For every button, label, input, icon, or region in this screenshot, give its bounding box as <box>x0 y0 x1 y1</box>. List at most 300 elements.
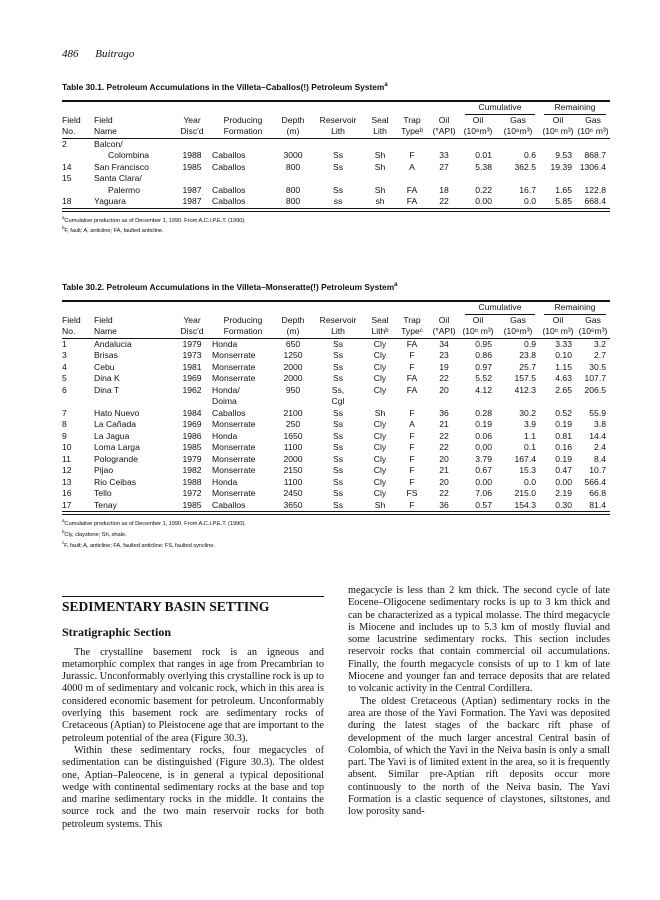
table-row <box>62 362 610 374</box>
table-cell: Santa Clara/ <box>94 173 142 183</box>
cumulative-group: Cumulative <box>465 302 535 315</box>
table-row <box>62 477 610 489</box>
table-cell: 3.2 <box>594 338 606 349</box>
table-cell: 1986 <box>182 430 202 441</box>
table-cell: 2450 <box>283 488 303 498</box>
table-cell: 1973 <box>182 350 202 360</box>
table-cell: 0.97 <box>475 361 492 372</box>
column-header-unit: (°API) <box>428 126 460 138</box>
table-cell: Cly <box>373 419 387 429</box>
table-cell: 16.7 <box>519 184 536 195</box>
table-cell: Sh <box>374 150 386 160</box>
column-header: Reservoir <box>319 314 357 325</box>
table-cell: 0.0 <box>496 196 540 208</box>
table-cell: 1962 <box>182 384 202 395</box>
table-cell: Pologrande <box>94 453 138 464</box>
table-cell <box>396 173 428 185</box>
table-cell: 107.7 <box>584 373 606 383</box>
column-header: Oil <box>438 114 450 125</box>
table-cell: 30.5 <box>589 361 606 372</box>
table-row <box>62 173 610 185</box>
column-header: Gas <box>510 314 526 325</box>
table-cell <box>94 396 172 408</box>
column-header: Field <box>62 114 81 125</box>
table-cell: 0.00 <box>555 476 572 487</box>
table-cell: Ss <box>332 150 344 160</box>
column-header: Depth <box>281 114 305 125</box>
data-table <box>62 302 610 512</box>
table-cell <box>364 396 396 408</box>
table-cell: 36 <box>439 407 449 418</box>
table-cell: 0.52 <box>555 407 572 418</box>
table-cell: F <box>409 476 415 487</box>
table-cell: F <box>409 350 415 360</box>
table-cell: 3.79 <box>475 453 492 464</box>
column-header: Field <box>94 114 113 125</box>
table-cell: 0.22 <box>475 184 492 195</box>
table-cell: 1.15 <box>555 361 572 372</box>
table-cell: F <box>409 430 415 441</box>
table-cell: 1972 <box>182 488 202 498</box>
table-cell: 1987 <box>172 196 212 208</box>
table-cell: 2000 <box>283 361 303 372</box>
table-cell: 20 <box>439 453 449 464</box>
column-header-unit: (10⁶ m³) <box>540 126 576 138</box>
table-cell: 3650 <box>274 500 312 512</box>
table-cell <box>428 396 460 408</box>
table-cell: 1988 <box>182 150 202 160</box>
table-cell: Caballos <box>212 184 246 195</box>
footnote: $^b$Cly, claystone; Sh, shale. <box>62 528 127 538</box>
page-number: 486 <box>62 48 79 60</box>
table-cell: Cly <box>373 361 387 372</box>
table-cell: Ss <box>332 465 344 475</box>
table-cell: Ss <box>332 373 344 383</box>
table-cell <box>172 173 212 185</box>
table-cell: Ss <box>332 350 344 360</box>
table-cell <box>540 396 576 408</box>
data-table <box>62 102 610 209</box>
table-cell: Balcon/ <box>94 138 123 149</box>
table-cell: 5 <box>62 373 67 383</box>
column-header: Year <box>183 114 201 125</box>
column-header-unit: Name <box>94 326 172 338</box>
table-cell <box>496 138 540 150</box>
table-cell: Pijao <box>94 465 114 475</box>
table-cell: 23 <box>439 350 449 360</box>
table-cell: Brisas <box>94 350 118 360</box>
table-cell: 18 <box>439 184 449 195</box>
table-cell: 1969 <box>182 373 202 383</box>
table-cell: 0.81 <box>555 430 572 441</box>
table-cell: 2.65 <box>555 384 572 395</box>
subsection-heading: Stratigraphic Section <box>62 625 171 640</box>
table-row <box>62 196 610 208</box>
table-row <box>62 338 610 350</box>
table-cell: Ss <box>332 407 344 418</box>
table-cell: 12 <box>62 465 72 475</box>
table-cell <box>540 173 576 185</box>
table-cell <box>576 396 610 408</box>
table-cell: 3.33 <box>555 338 572 349</box>
table-cell: 154.3 <box>496 500 540 512</box>
table-cell <box>460 396 496 408</box>
table-cell: 215.0 <box>514 488 536 498</box>
table-cell: Cebu <box>94 361 115 372</box>
table-cell: 2.4 <box>594 442 606 452</box>
column-header: Oil <box>552 314 564 325</box>
running-author: Buitrago <box>95 48 135 60</box>
column-header: Year <box>183 314 201 325</box>
column-header-unit: Typeᵇ <box>396 126 428 138</box>
table-cell: Ss <box>332 476 344 487</box>
table-cell: 800 <box>285 184 301 195</box>
table-cell: Cly <box>373 430 387 441</box>
table-cell <box>396 396 428 408</box>
column-header-unit: No. <box>62 326 94 338</box>
table-cell: 7 <box>62 407 67 418</box>
table-row <box>62 431 610 443</box>
table-cell: Cly <box>373 350 387 360</box>
table-cell: 21 <box>439 419 449 429</box>
table-cell: Ss <box>332 419 344 429</box>
table-cell <box>364 173 396 185</box>
table-row <box>62 465 610 477</box>
table-cell: 0.00 <box>460 196 496 208</box>
table-footnotes <box>62 517 610 550</box>
table-cell: 2150 <box>283 465 303 475</box>
table-cell: 22 <box>439 442 449 452</box>
cumulative-group: Cumulative <box>465 102 535 115</box>
table-cell: San Francisco <box>94 161 149 172</box>
column-header-unit: Lith <box>364 126 396 138</box>
table-cell: 14.4 <box>589 430 606 441</box>
table-cell <box>496 173 540 185</box>
column-header: Seal <box>371 314 389 325</box>
body-paragraph: megacycle is less than 2 km thick. The second cycle of late Eocene–Oligocene sedimentary rocks is up to 3 km thick and can be characterized as a typical molasse. The third megacycle is Miocene and includes up to 5.3 km of mostly fluvial and some lacustrine sedimentary rocks. This section includes reservoir rocks that contain commercial oil accumulations. Finally, the fourth megacycle consists of up to 1 km of late Miocene and younger fan and terrace deposits that are related to volcanic activity in the Central Cordillera. <box>348 585 610 695</box>
table-cell: Ss, <box>331 384 345 395</box>
table-cell: 0.67 <box>475 465 492 475</box>
table-cell: 0.1 <box>524 442 536 452</box>
table-row <box>62 138 610 150</box>
table-row <box>62 419 610 431</box>
table-cell: 25.7 <box>519 361 536 372</box>
table-cell: 9 <box>62 430 67 441</box>
table-cell: Honda <box>212 430 238 441</box>
table-cell: 0.28 <box>475 407 492 418</box>
table-title: Table 30.1. Petroleum Accumulations in the Villeta–Caballos(!) Petroleum System$^a$ <box>62 82 388 92</box>
table-cell: F <box>409 150 415 160</box>
table-cell: 3.9 <box>524 419 536 429</box>
table-cell: FA <box>396 196 428 208</box>
table-cell: Monserrate <box>212 350 256 360</box>
table-cell: A <box>409 419 415 429</box>
column-header-unit: (10⁶ m³) <box>577 126 609 136</box>
table-cell: 18 <box>62 196 94 208</box>
table-cell: A <box>409 161 415 172</box>
table-cell: Tello <box>94 488 112 498</box>
table-cell: F <box>409 361 415 372</box>
table-cell <box>274 396 312 408</box>
column-header-unit: (10⁶ m³) <box>460 326 496 338</box>
table-row <box>62 500 610 512</box>
column-header-unit: (10⁶m³) <box>576 326 610 338</box>
table-cell: 1985 <box>182 442 202 452</box>
footnote: $^a$Cumulative production as of December 1, 1990. From A.C.I.P.E.T. (1990). <box>62 518 246 527</box>
table-cell: Honda <box>212 476 238 487</box>
remaining-group: Remaining <box>544 302 606 315</box>
table-cell: Honda/ <box>212 384 240 395</box>
table-cell: 0.19 <box>475 419 492 429</box>
running-head <box>62 48 134 60</box>
table-cell: Monserrate <box>212 361 256 372</box>
table-cell <box>540 138 576 150</box>
table-cell: FA <box>406 384 418 395</box>
table-row <box>62 396 610 408</box>
right-column <box>348 585 610 819</box>
table-cell: 5.52 <box>475 373 492 383</box>
table-cell: 2000 <box>283 453 303 464</box>
table-cell <box>212 138 274 150</box>
column-header: Oil <box>552 114 564 125</box>
column-header-unit: No. <box>62 126 94 138</box>
table-cell: 2 <box>62 138 67 149</box>
table-cell: 2.7 <box>594 350 606 360</box>
table-cell: 1.65 <box>555 184 572 195</box>
table-cell: 0.57 <box>460 500 496 512</box>
table-cell: 0.10 <box>555 350 572 360</box>
table-cell: 250 <box>285 419 301 429</box>
table-cell: 5.38 <box>475 161 492 172</box>
table-cell: Cly <box>373 373 387 383</box>
table-cell: 1650 <box>283 430 303 441</box>
table-cell: 1100 <box>283 442 303 452</box>
column-header-unit: Lith <box>312 326 364 338</box>
table-cell: Dina T <box>94 384 120 395</box>
table-bottom-rule <box>62 211 610 212</box>
table-cell: F <box>409 453 415 464</box>
table-cell: 27 <box>439 161 449 172</box>
table-cell: 0.95 <box>475 338 492 349</box>
table-cell: Hato Nuevo <box>94 407 140 418</box>
table-cell: 14 <box>62 161 72 172</box>
footnote: $^b$F, fault; A, anticline; FA, faulted anticline. <box>62 225 164 235</box>
table-cell: 10 <box>62 442 72 452</box>
table-cell: 412.3 <box>514 384 536 395</box>
table-cell: 66.8 <box>589 488 606 498</box>
column-header: Gas <box>585 114 601 125</box>
table-cell: Yaguara <box>94 196 172 208</box>
column-header: Field <box>62 314 81 325</box>
column-header-unit: Disc'd <box>172 326 212 338</box>
table-cell: Ss <box>312 500 364 512</box>
body-paragraph: The crystalline basement rock is an igneous and metamorphic complex that ranges in age from Precambrian to Jurassic. Unconformably overlying this crystalline rock is up to 4000 m of sedimentary and volcanic rock, which in this area is considered economic basement for petroleum. Unconformably overlying this basement rock are sedimentary rocks of Cretaceous (Aptian) to Pleistocene age that are important to the petroleum potential of the area (Figure 30.3). <box>62 646 324 744</box>
table-cell: Ss <box>332 161 344 172</box>
table-cell: 800 <box>285 161 301 172</box>
body-paragraph: The oldest Cretaceous (Aptian) sedimentary rocks in the area are those of the Yavi Formation. The Yavi was deposited during the latest stages of the backarc rift phase of development of the much larger ancestral Central basin of Colombia, of which the Yavi in the Neiva basin is only a small part. The Yavi is of limited extent in the area, so it is frequently absent. Similar pre-Aptian rift deposits occur more continuously to the north of the Neiva basin. The Yavi Formation is a clastic sequence of claystones, siltstones, and low porosity sand- <box>348 695 610 818</box>
table-cell: Caballos <box>212 407 246 418</box>
column-header-unit: Formation <box>212 126 274 138</box>
column-header: Oil <box>472 314 484 325</box>
table-cell: 206.5 <box>584 384 606 395</box>
column-header: Depth <box>281 314 305 325</box>
table-30-2 <box>62 282 610 550</box>
table-cell <box>274 173 312 185</box>
table-cell: 157.5 <box>514 373 536 383</box>
table-cell: 0.00 <box>475 442 492 452</box>
table-cell: 20 <box>439 476 449 487</box>
table-cell: 15 <box>62 173 72 183</box>
table-cell: Dina K <box>94 373 120 383</box>
table-cell: Monserrate <box>212 453 256 464</box>
table-cell: Caballos <box>212 161 246 172</box>
table-cell <box>62 185 94 197</box>
table-cell: Sh <box>374 184 386 195</box>
column-header-unit: (10⁶m³) <box>460 126 496 138</box>
table-cell: 20 <box>439 384 449 395</box>
column-header: Gas <box>585 314 601 325</box>
table-cell: 1.1 <box>524 430 536 441</box>
column-header-unit: Disc'd <box>172 126 212 138</box>
table-cell: Andalucia <box>94 338 132 349</box>
table-cell: 21 <box>439 465 449 475</box>
table-cell <box>396 138 428 150</box>
table-cell: 0.30 <box>540 500 576 512</box>
table-cell: 800 <box>274 196 312 208</box>
table-cell: Cgl <box>331 396 345 406</box>
column-header-unit: (m) <box>274 326 312 338</box>
table-cell: 13 <box>62 476 72 487</box>
table-cell: 30.2 <box>519 407 536 418</box>
table-cell: 0.86 <box>475 350 492 360</box>
table-30-1 <box>62 82 610 235</box>
table-cell: Sh <box>374 161 386 172</box>
table-cell: 0.01 <box>475 150 492 160</box>
table-cell: Ss <box>332 442 344 452</box>
table-cell: 650 <box>285 338 301 349</box>
table-cell: Ss <box>332 361 344 372</box>
table-cell: Rio Ceibas <box>94 476 137 487</box>
table-cell <box>576 173 610 185</box>
table-cell: 2.19 <box>555 488 572 498</box>
table-cell: 11 <box>62 453 71 464</box>
column-header-unit: Lithᵇ <box>364 326 396 338</box>
table-cell: Monserrate <box>212 488 256 498</box>
table-cell: Ss <box>332 338 344 349</box>
table-cell: 122.8 <box>584 184 606 195</box>
column-header-unit: Formation <box>212 326 274 338</box>
column-header-unit: Typeᶜ <box>396 326 428 338</box>
column-header: Gas <box>510 114 526 125</box>
column-header: Trap <box>403 314 421 325</box>
table-cell: 17 <box>62 500 94 512</box>
column-header: Oil <box>472 114 484 125</box>
table-cell: F <box>396 500 428 512</box>
table-cell <box>172 138 212 150</box>
table-row <box>62 150 610 162</box>
table-cell: FA <box>406 184 418 195</box>
table-cell: La Jagua <box>94 430 130 441</box>
table-row <box>62 442 610 454</box>
column-header-unit: (m) <box>274 126 312 138</box>
footnote: $^a$Cumulative production as of December 1, 1990. From A.C.I.P.E.T. (1990). <box>62 214 246 224</box>
table-cell: 1988 <box>182 476 202 487</box>
table-cell: Cly <box>373 384 387 395</box>
table-row <box>62 454 610 466</box>
table-cell <box>172 396 212 408</box>
table-cell: 0.16 <box>555 442 572 452</box>
table-cell: 1984 <box>182 407 202 418</box>
table-cell <box>460 138 496 150</box>
column-header: Trap <box>403 114 421 125</box>
column-header-unit: (10⁶ m³) <box>540 326 576 338</box>
column-header: Reservoir <box>319 114 357 125</box>
column-header: Field <box>94 314 113 325</box>
table-cell: Monserrate <box>212 419 256 429</box>
table-row <box>62 350 610 362</box>
table-cell: 81.4 <box>576 500 610 512</box>
section-heading: SEDIMENTARY BASIN SETTING <box>62 599 270 614</box>
column-header-unit: (10⁶m³) <box>496 126 540 138</box>
table-cell: 0.19 <box>555 453 572 464</box>
table-cell: F <box>409 407 415 418</box>
table-cell: Caballos <box>212 196 274 208</box>
table-cell: FA <box>406 338 418 349</box>
column-header-unit: (°API) <box>428 326 460 338</box>
table-cell: Monserrate <box>212 442 256 452</box>
table-cell: 167.4 <box>514 453 536 464</box>
table-cell: 19 <box>439 361 449 372</box>
table-cell: Loma Larga <box>94 442 140 452</box>
table-cell: 16 <box>62 488 72 498</box>
table-cell: 5.85 <box>540 196 576 208</box>
footnote: $^c$F, fault; A, anticline; FA, faulted anticline; FS, faulted syncline. <box>62 539 215 549</box>
column-header: Producing <box>223 114 263 125</box>
table-cell: Monserrate <box>212 465 256 475</box>
table-cell: Colombina <box>108 150 150 160</box>
section-rule <box>62 596 324 597</box>
table-cell: 1985 <box>182 161 202 172</box>
table-cell: Palermo <box>108 184 140 195</box>
table-cell: 7.06 <box>475 488 492 498</box>
table-cell <box>312 173 364 185</box>
table-cell: 4 <box>62 361 67 372</box>
table-cell: 1979 <box>182 453 202 464</box>
remaining-group: Remaining <box>544 102 606 115</box>
table-cell: 4.12 <box>475 384 492 395</box>
column-header: Producing <box>223 314 263 325</box>
table-cell: 1306.4 <box>579 161 606 172</box>
table-cell: La Cañada <box>94 419 137 429</box>
table-cell: 0.9 <box>524 338 536 349</box>
table-cell: FA <box>406 373 418 383</box>
table-cell: 1969 <box>182 419 202 429</box>
table-cell <box>62 150 94 162</box>
table-cell: 1985 <box>172 500 212 512</box>
table-cell: 0.06 <box>475 430 492 441</box>
table-cell <box>364 138 396 150</box>
table-cell: 1 <box>62 338 67 349</box>
body-paragraph: Within these sedimentary rocks, four megacycles of sedimentation can be distinguished (Figure 30.3). The oldest one, Aptian–Paleocene, is in general a typical depositional wedge with continental sedimentary rocks at the base and top and marine sedimentary rocks in the middle. It contains the source rock and the two main reservoir rocks for both petroleum systems. This <box>62 744 324 830</box>
table-cell: 33 <box>439 150 449 160</box>
table-cell: 8 <box>62 419 67 429</box>
table-row <box>62 185 610 197</box>
table-cell: Monserrate <box>212 373 256 383</box>
table-cell: Ss <box>332 453 344 464</box>
table-cell: 668.4 <box>576 196 610 208</box>
table-cell: 10.7 <box>589 465 606 475</box>
table-cell: FS <box>406 488 418 498</box>
